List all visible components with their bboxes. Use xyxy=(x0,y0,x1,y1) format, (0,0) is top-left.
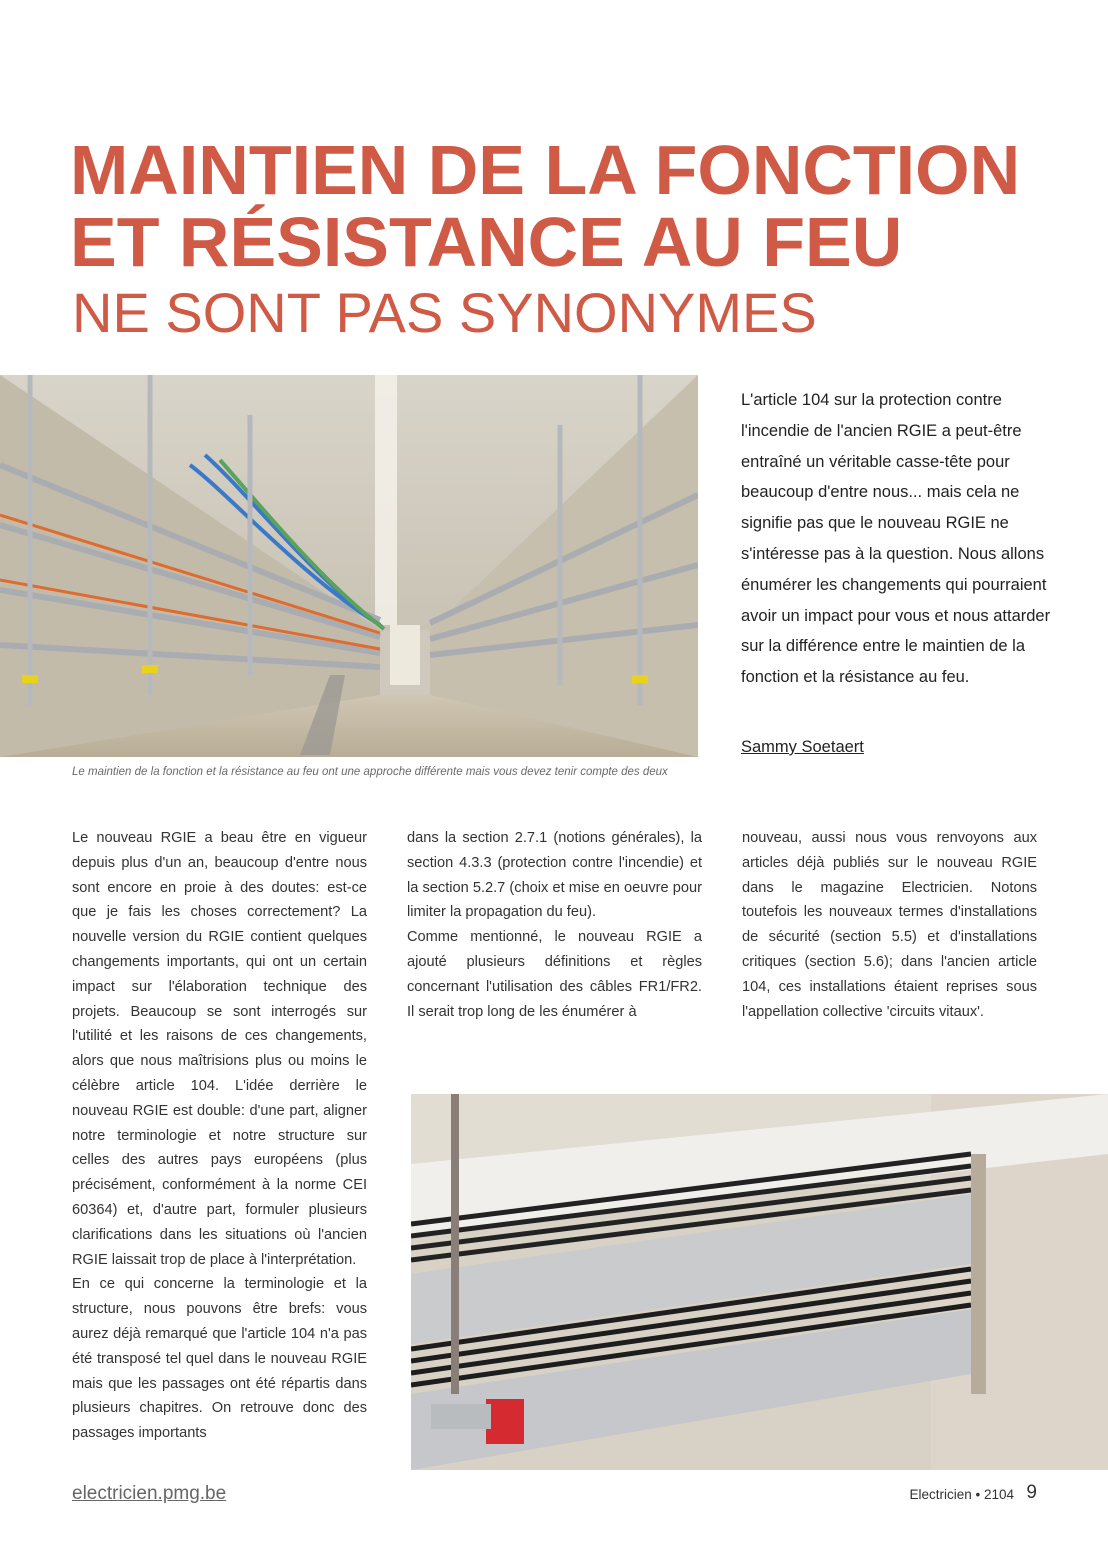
body-paragraph: Le nouveau RGIE a beau être en vigueur depuis plus d'un an, beaucoup d'entre nous sont encore en proie à des doutes: est-ce que je fais les choses correctement? La nouvelle version du RGIE contient quelques changements importants, qui ont un certain impact sur l'élaboration technique des projets. Beaucoup se sont interrogés sur l'utilité et les raisons de ces changements, alors que nous maîtrisions plus ou moins le célèbre article 104. L'idée derrière le nouveau RGIE est double: d'une part, aligner notre terminologie et notre structure sur celles des autres pays européens (plus précisément, conformément à la norme CEI 60364) et, d'autre part, formuler plusieurs clarifications dans les situations où l'ancien RGIE laissait trop de place à l'interprétation. xyxy=(72,830,367,1268)
body-column-1 xyxy=(72,826,367,1446)
subheadline: NE SONT PAS SYNONYMES xyxy=(72,281,817,344)
body-paragraph: nouveau, aussi nous vous renvoyons aux articles déjà publiés sur le nouveau RGIE dans le magazine Electricien. Notons toutefois les nouveaux termes d'installations de sécurité (section 5.5) et d'installations critiques (section 5.6); dans l'ancien article 104, ces installations étaient reprises sous l'appellation collective 'circuits vitaux'. xyxy=(742,830,1037,1020)
cable-tunnel-photo xyxy=(0,375,698,757)
headline xyxy=(70,131,1021,281)
footer-website-link[interactable]: electricien.pmg.be xyxy=(72,1483,227,1504)
headline-line-1: MAINTIEN DE LA FONCTION xyxy=(70,131,1021,209)
author-name: Sammy Soetaert xyxy=(741,738,864,756)
body-paragraph: En ce qui concerne la terminologie et la structure, nous pouvons être brefs: vous aurez déjà remarqué que l'article 104 n'a pas été transposé tel quel dans le nouveau RGIE mais que les passages ont été répartis dans plusieurs chapitres. On retrouve donc des passages importants xyxy=(72,1276,367,1442)
cable-tray-photo xyxy=(411,1094,1108,1470)
body-column-3 xyxy=(742,826,1037,1024)
headline-line-2: ET RÉSISTANCE AU FEU xyxy=(70,203,903,281)
body-paragraph: Comme mentionné, le nouveau RGIE a ajouté plusieurs définitions et règles concernant l'utilisation des câbles FR1/FR2. Il serait trop long de les énumérer à xyxy=(407,929,702,1020)
body-column-2 xyxy=(407,826,702,1024)
intro-paragraph: L'article 104 sur la protection contre l'incendie de l'ancien RGIE a peut-être entraîné un véritable casse-tête pour beaucoup d'entre nous... mais cela ne signifie pas que le nouveau RGIE ne s'intéresse pas à la question. Nous allons énumérer les changements qui pourraient avoir un impact pour vous et nous attarder sur la différence entre le maintien de la fonction et la résistance au feu. xyxy=(741,391,1051,687)
footer-magazine-issue: Electricien • 2104 xyxy=(909,1487,1014,1502)
page-number: 9 xyxy=(1026,1482,1037,1503)
photo-caption: Le maintien de la fonction et la résistance au feu ont une approche différente mais vous devez tenir compte des deux xyxy=(72,766,668,778)
body-paragraph: dans la section 2.7.1 (notions générales), la section 4.3.3 (protection contre l'incendie) et la section 5.2.7 (choix et mise en oeuvre pour limiter la propagation du feu). xyxy=(407,830,702,921)
